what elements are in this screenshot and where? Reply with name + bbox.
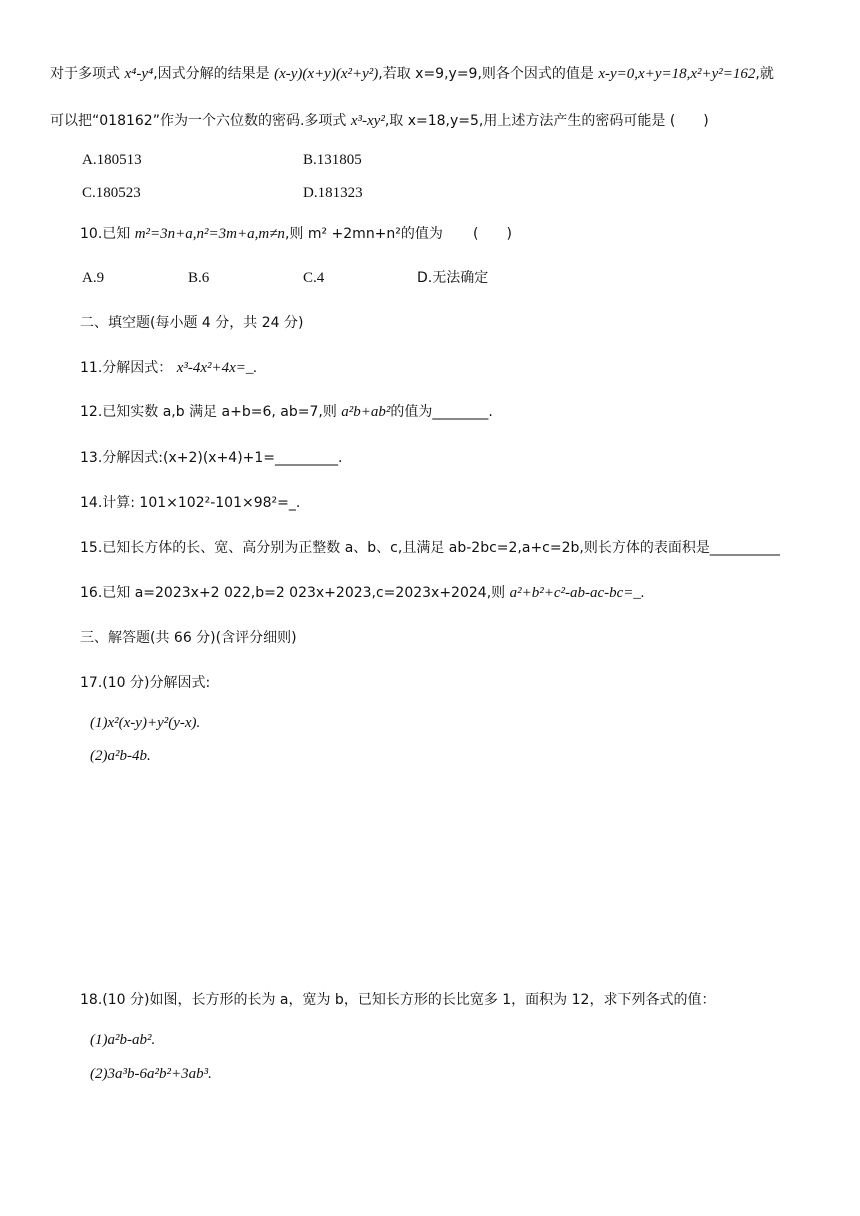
q11 [80,358,257,378]
text: 可以把“018162”作为一个六位数的密码.多项式 [50,113,351,129]
q17-part-1: (1)x²(x-y)+y²(y-x). [90,715,201,731]
q10-option-c[interactable]: C.4 [303,270,325,286]
q10-stem [80,224,443,244]
q16 [80,583,645,603]
text: 的值为________. [390,404,493,420]
q9-line-2 [50,111,709,131]
q9-option-b[interactable]: B.131805 [303,152,362,168]
text: ,就 [755,66,774,82]
text: 11.分解因式： [80,360,177,376]
text: 对于多项式 [50,66,125,82]
section-2-heading: 二、填空题(每小题 4 分，共 24 分) [80,315,304,331]
q10-option-b[interactable]: B.6 [188,270,210,286]
q18-part-2: (2)3a³b-6a²b²+3ab³. [90,1066,212,1082]
math: x⁴-y⁴ [124,66,154,82]
section-3-heading: 三、解答题(共 66 分)(含评分细则) [80,630,297,646]
text: ,则 m² +2mn+n²的值为 [284,226,443,242]
q18-part-1: (1)a²b-ab². [90,1032,156,1048]
math: x-y=0,x+y=18,x²+y²=162 [598,66,756,82]
q17-title: 17.(10 分)分解因式: [80,675,211,691]
text: 10.已知 [80,226,135,242]
q14: 14.计算: 101×102²-101×98²=_. [80,495,301,511]
text: 12.已知实数 a,b 满足 a+b=6, ab=7,则 [80,404,342,420]
q12 [80,402,493,422]
text: 16.已知 a=2023x+2 022,b=2 023x+2023,c=2023x+2024,则 [80,585,510,601]
math: a²+b²+c²-ab-ac-bc=_. [509,585,645,601]
q10-option-a[interactable]: A.9 [82,270,105,286]
text: ,因式分解的结果是 [153,66,275,82]
q9-option-a[interactable]: A.180513 [82,152,142,168]
q18-title: 18.(10 分)如图，长方形的长为 a，宽为 b，已知长方形的长比宽多 1，面积为 12，求下列各式的值： [80,992,716,1008]
q9-line-1 [50,64,774,84]
q9-option-c[interactable]: C.180523 [82,185,141,201]
text: ,若取 x=9,y=9,则各个因式的值是 [378,66,599,82]
q10-answer-paren: ( ) [473,226,512,242]
text: ,取 x=18,y=5,用上述方法产生的密码可能是 ( ) [384,113,709,129]
math: x³-xy² [350,113,385,129]
q17-part-2: (2)a²b-4b. [90,748,151,764]
q15: 15.已知长方体的长、宽、高分别为正整数 a、b、c,且满足 ab-2bc=2,a+c=2b,则长方体的表面积是__________ [80,540,780,556]
q9-option-d[interactable]: D.181323 [303,185,363,201]
q10-option-d[interactable]: D.无法确定 [417,270,489,286]
math: x³-4x²+4x=_. [176,360,258,376]
math: (x-y)(x+y)(x²+y²) [274,66,379,82]
math: a²b+ab² [341,404,391,420]
math: m²=3n+a,n²=3m+a,m≠n [134,226,285,242]
q13: 13.分解因式:(x+2)(x+4)+1=_________. [80,450,343,466]
